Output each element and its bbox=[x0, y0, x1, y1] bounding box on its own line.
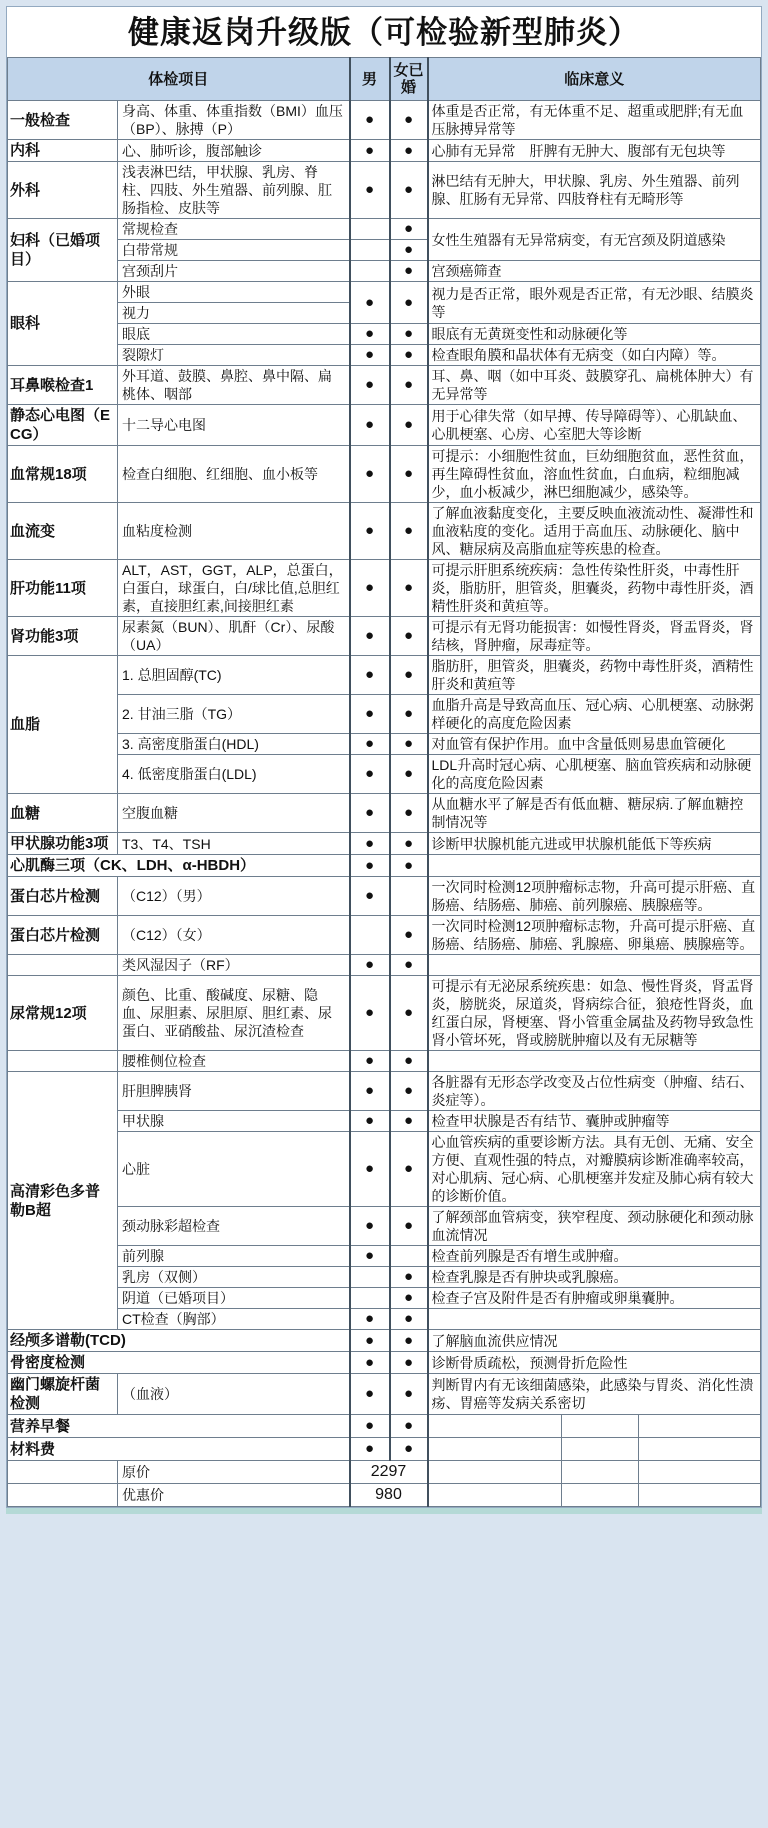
item-cell: 3. 高密度脂蛋白(HDL) bbox=[118, 734, 350, 755]
meaning-cell: 检查眼角膜和晶状体有无病变（如白内障）等。 bbox=[428, 345, 761, 366]
female-dot-cell: ● bbox=[390, 855, 428, 877]
female-dot-cell: ● bbox=[390, 405, 428, 446]
female-dot-cell: ● bbox=[390, 1438, 428, 1461]
meaning-cell bbox=[428, 855, 761, 877]
female-dot-cell: ● bbox=[390, 1288, 428, 1309]
male-dot-cell: ● bbox=[350, 734, 390, 755]
female-dot-cell bbox=[390, 1246, 428, 1267]
table-row bbox=[8, 261, 761, 282]
table-row bbox=[8, 755, 761, 794]
category-cell: 蛋白芯片检测 bbox=[8, 916, 118, 955]
female-dot-cell: ● bbox=[390, 324, 428, 345]
meaning-cell: 心血管疾病的重要诊断方法。具有无创、无痛、安全方便、直观性强的特点，对瓣膜病诊断准确率较高，对心肌病、冠心病、心肌梗塞并发症及肺心病有较大的诊断价值。 bbox=[428, 1132, 761, 1207]
table-row bbox=[8, 855, 761, 877]
item-cell: 阴道（已婚项目） bbox=[118, 1288, 350, 1309]
item-cell: 乳房（双侧） bbox=[118, 1267, 350, 1288]
female-dot-cell: ● bbox=[390, 1207, 428, 1246]
empty-subcell bbox=[429, 1438, 562, 1460]
female-dot-cell: ● bbox=[390, 162, 428, 219]
male-dot-cell bbox=[350, 1288, 390, 1309]
female-dot-cell: ● bbox=[390, 833, 428, 855]
header-meaning: 临床意义 bbox=[428, 58, 761, 101]
male-dot-cell: ● bbox=[350, 955, 390, 976]
female-dot-cell: ● bbox=[390, 955, 428, 976]
male-dot-cell: ● bbox=[350, 1374, 390, 1415]
category-cell: 肝功能11项 bbox=[8, 560, 118, 617]
item-cell: 血粘度检测 bbox=[118, 503, 350, 560]
item-cell: CT检查（胸部） bbox=[118, 1309, 350, 1330]
table-row bbox=[8, 219, 761, 240]
table-row bbox=[8, 282, 761, 303]
category-cell: 血脂 bbox=[8, 656, 118, 794]
category-cell: 经颅多谱勒(TCD) bbox=[8, 1330, 350, 1352]
meaning-cell: 耳、鼻、咽（如中耳炎、鼓膜穿孔、扁桃体肿大）有无异常等 bbox=[428, 366, 761, 405]
male-dot-cell: ● bbox=[350, 877, 390, 916]
price-value-cell: 2297 bbox=[350, 1461, 428, 1484]
empty-subcell bbox=[561, 1415, 638, 1437]
category-cell: 肾功能3项 bbox=[8, 617, 118, 656]
meaning-cell: 可提示有无泌尿系统疾患：如急、慢性肾炎，肾盂肾炎，膀胱炎，尿道炎，肾病综合征，狼疮性肾炎，血红蛋白尿，肾梗塞、肾小管重金属盐及药物导致急性肾小管坏死，肾或膀胱肿瘤以及有无尿糖等 bbox=[428, 976, 761, 1051]
female-dot-cell: ● bbox=[390, 1111, 428, 1132]
female-dot-cell: ● bbox=[390, 1072, 428, 1111]
meaning-cell: 可提示有无肾功能损害：如慢性肾炎，肾盂肾炎，肾结核，肾肿瘤，尿毒症等。 bbox=[428, 617, 761, 656]
item-cell: 裂隙灯 bbox=[118, 345, 350, 366]
male-dot-cell: ● bbox=[350, 833, 390, 855]
male-dot-cell bbox=[350, 916, 390, 955]
category-cell: 尿常规12项 bbox=[8, 976, 118, 1051]
female-dot-cell: ● bbox=[390, 755, 428, 794]
table-row bbox=[8, 976, 761, 1051]
table-header bbox=[8, 58, 761, 101]
item-cell: 身高、体重、体重指数（BMI）血压（BP）、脉搏（P） bbox=[118, 101, 350, 140]
header-female: 女已婚 bbox=[390, 58, 428, 101]
item-cell: 常规检查 bbox=[118, 219, 350, 240]
meaning-cell: 检查子宫及附件是否有肿瘤或卵巢囊肿。 bbox=[428, 1288, 761, 1309]
price-value-cell: 980 bbox=[350, 1484, 428, 1507]
table-row bbox=[8, 101, 761, 140]
table-body bbox=[8, 101, 761, 1507]
empty-subcell bbox=[638, 1438, 760, 1460]
table-row bbox=[8, 366, 761, 405]
category-cell: 心肌酶三项（CK、LDH、α-HBDH） bbox=[8, 855, 350, 877]
table-row bbox=[8, 1051, 761, 1072]
meaning-cell: 一次同时检测12项肿瘤标志物，升高可提示肝癌、直肠癌、结肠癌、肺癌、前列腺癌、胰腺癌等。 bbox=[428, 877, 761, 916]
female-dot-cell: ● bbox=[390, 560, 428, 617]
category-cell bbox=[8, 955, 118, 976]
meaning-cell: 心肺有无异常 肝脾有无肿大、腹部有无包块等 bbox=[428, 140, 761, 162]
female-dot-cell: ● bbox=[390, 503, 428, 560]
male-dot-cell: ● bbox=[350, 617, 390, 656]
category-cell: 静态心电图（ECG） bbox=[8, 405, 118, 446]
female-dot-cell: ● bbox=[390, 656, 428, 695]
male-dot-cell: ● bbox=[350, 1438, 390, 1461]
item-cell: 原价 bbox=[118, 1461, 350, 1484]
category-cell: 外科 bbox=[8, 162, 118, 219]
table-row bbox=[8, 162, 761, 219]
table-row bbox=[8, 1461, 761, 1484]
table-row bbox=[8, 324, 761, 345]
male-dot-cell bbox=[350, 261, 390, 282]
item-cell: 2. 甘油三脂（TG） bbox=[118, 695, 350, 734]
table-row bbox=[8, 1438, 761, 1461]
meaning-cell: 用于心律失常（如早搏、传导障碍等）、心肌缺血、心肌梗塞、心房、心室肥大等诊断 bbox=[428, 405, 761, 446]
meaning-cell: 一次同时检测12项肿瘤标志物，升高可提示肝癌、直肠癌、结肠癌、肺癌、乳腺癌、卵巢癌、胰腺癌等。 bbox=[428, 916, 761, 955]
male-dot-cell bbox=[350, 219, 390, 240]
female-dot-cell: ● bbox=[390, 345, 428, 366]
meaning-cell: 诊断甲状腺机能亢进或甲状腺机能低下等疾病 bbox=[428, 833, 761, 855]
split-empty-cells bbox=[429, 1484, 760, 1506]
table-row bbox=[8, 617, 761, 656]
table-row bbox=[8, 734, 761, 755]
page-title: 健康返岗升级版（可检验新型肺炎） bbox=[128, 15, 640, 50]
item-cell: 腰椎侧位检查 bbox=[118, 1051, 350, 1072]
female-dot-cell: ● bbox=[390, 366, 428, 405]
male-dot-cell: ● bbox=[350, 405, 390, 446]
meaning-cell bbox=[428, 955, 761, 976]
female-dot-cell: ● bbox=[390, 446, 428, 503]
male-dot-cell: ● bbox=[350, 976, 390, 1051]
male-dot-cell: ● bbox=[350, 1309, 390, 1330]
female-dot-cell: ● bbox=[390, 794, 428, 833]
meaning-cell: 脂肪肝，胆管炎，胆囊炎，药物中毒性肝炎，酒精性肝炎和黄疸等 bbox=[428, 656, 761, 695]
table-row bbox=[8, 405, 761, 446]
item-cell: 白带常规 bbox=[118, 240, 350, 261]
table-row bbox=[8, 1415, 761, 1438]
table-row bbox=[8, 345, 761, 366]
female-dot-cell: ● bbox=[390, 1330, 428, 1352]
category-cell: 蛋白芯片检测 bbox=[8, 877, 118, 916]
table-row bbox=[8, 1330, 761, 1352]
female-dot-cell: ● bbox=[390, 1051, 428, 1072]
meaning-cell: 对血管有保护作用。血中含量低则易患血管硬化 bbox=[428, 734, 761, 755]
female-dot-cell: ● bbox=[390, 282, 428, 324]
table-row bbox=[8, 955, 761, 976]
female-dot-cell: ● bbox=[390, 617, 428, 656]
meaning-cell: 可提示肝胆系统疾病：急性传染性肝炎，中毒性肝炎，脂肪肝，胆管炎，胆囊炎，药物中毒性肝炎，酒精性肝炎和黄疸等。 bbox=[428, 560, 761, 617]
male-dot-cell: ● bbox=[350, 1352, 390, 1374]
female-dot-cell: ● bbox=[390, 140, 428, 162]
item-cell: 类风湿因子（RF） bbox=[118, 955, 350, 976]
male-dot-cell: ● bbox=[350, 162, 390, 219]
male-dot-cell: ● bbox=[350, 1330, 390, 1352]
category-cell: 血糖 bbox=[8, 794, 118, 833]
category-cell bbox=[8, 1484, 118, 1507]
meaning-cell: 可提示：小细胞性贫血，巨幼细胞贫血，恶性贫血，再生障碍性贫血，溶血性贫血，白血病，粒细胞减少，血小板减少，淋巴细胞减少，感染等。 bbox=[428, 446, 761, 503]
table-row bbox=[8, 1309, 761, 1330]
meaning-cell: 了解血液黏度变化，主要反映血液流动性、凝滞性和血液粘度的变化。适用于高血压、动脉硬化、脑中风、糖尿病及高脂血症等疾患的检查。 bbox=[428, 503, 761, 560]
category-cell: 材料费 bbox=[8, 1438, 350, 1461]
table-row bbox=[8, 656, 761, 695]
item-cell: （C12）（男） bbox=[118, 877, 350, 916]
item-cell: T3、T4、TSH bbox=[118, 833, 350, 855]
female-dot-cell: ● bbox=[390, 734, 428, 755]
exam-package-table bbox=[7, 57, 761, 1507]
male-dot-cell: ● bbox=[350, 282, 390, 324]
female-dot-cell: ● bbox=[390, 1309, 428, 1330]
category-cell: 内科 bbox=[8, 140, 118, 162]
table-row bbox=[8, 1072, 761, 1111]
meaning-cell bbox=[428, 1051, 761, 1072]
table-row bbox=[8, 794, 761, 833]
category-cell: 高清彩色多普勒B超 bbox=[8, 1072, 118, 1330]
meaning-cell: 诊断骨质疏松，预测骨折危险性 bbox=[428, 1352, 761, 1374]
category-cell: 耳鼻喉检查1 bbox=[8, 366, 118, 405]
empty-subcell bbox=[561, 1461, 638, 1483]
male-dot-cell bbox=[350, 1267, 390, 1288]
empty-subcell bbox=[638, 1484, 760, 1506]
item-cell: 眼底 bbox=[118, 324, 350, 345]
table-row bbox=[8, 1246, 761, 1267]
item-cell: 浅表淋巴结，甲状腺、乳房、脊柱、四肢、外生殖器、前列腺、肛肠指检、皮肤等 bbox=[118, 162, 350, 219]
male-dot-cell: ● bbox=[350, 656, 390, 695]
male-dot-cell: ● bbox=[350, 1111, 390, 1132]
empty-subcell bbox=[429, 1461, 562, 1483]
meaning-cell: 淋巴结有无肿大，甲状腺、乳房、外生殖器、前列腺、肛肠有无异常、四肢脊柱有无畸形等 bbox=[428, 162, 761, 219]
split-empty-cells bbox=[429, 1461, 760, 1483]
category-cell: 营养早餐 bbox=[8, 1415, 350, 1438]
female-dot-cell: ● bbox=[390, 1267, 428, 1288]
female-dot-cell: ● bbox=[390, 916, 428, 955]
header-items: 体检项目 bbox=[8, 58, 350, 101]
male-dot-cell: ● bbox=[350, 1415, 390, 1438]
table-row bbox=[8, 560, 761, 617]
female-dot-cell: ● bbox=[390, 1374, 428, 1415]
table-row bbox=[8, 1374, 761, 1415]
table-row bbox=[8, 1132, 761, 1207]
male-dot-cell: ● bbox=[350, 446, 390, 503]
item-cell: 1. 总胆固醇(TC) bbox=[118, 656, 350, 695]
category-cell: 骨密度检测 bbox=[8, 1352, 350, 1374]
male-dot-cell: ● bbox=[350, 1132, 390, 1207]
table-row bbox=[8, 877, 761, 916]
category-cell: 血流变 bbox=[8, 503, 118, 560]
meaning-cell: 判断胃内有无该细菌感染，此感染与胃炎、消化性溃疡、胃癌等发病关系密切 bbox=[428, 1374, 761, 1415]
header-male: 男 bbox=[350, 58, 390, 101]
category-cell: 甲状腺功能3项 bbox=[8, 833, 118, 855]
male-dot-cell: ● bbox=[350, 503, 390, 560]
female-dot-cell: ● bbox=[390, 1415, 428, 1438]
meaning-cell: 检查甲状腺是否有结节、囊肿或肿瘤等 bbox=[428, 1111, 761, 1132]
empty-split-cell bbox=[428, 1415, 761, 1438]
table-row bbox=[8, 916, 761, 955]
empty-split-cell bbox=[428, 1438, 761, 1461]
male-dot-cell: ● bbox=[350, 324, 390, 345]
male-dot-cell: ● bbox=[350, 345, 390, 366]
table-row bbox=[8, 833, 761, 855]
male-dot-cell bbox=[350, 240, 390, 261]
meaning-cell: 各脏器有无形态学改变及占位性病变（肿瘤、结石、炎症等）。 bbox=[428, 1072, 761, 1111]
exam-package-sheet bbox=[6, 6, 762, 1508]
male-dot-cell: ● bbox=[350, 794, 390, 833]
item-cell: 空腹血糖 bbox=[118, 794, 350, 833]
empty-subcell bbox=[561, 1484, 638, 1506]
female-dot-cell: ● bbox=[390, 101, 428, 140]
empty-subcell bbox=[638, 1415, 760, 1437]
meaning-cell: 检查乳腺是否有肿块或乳腺癌。 bbox=[428, 1267, 761, 1288]
table-row bbox=[8, 1111, 761, 1132]
table-row bbox=[8, 1267, 761, 1288]
meaning-cell: 了解颈部血管病变，狭窄程度、颈动脉硬化和颈动脉血流情况 bbox=[428, 1207, 761, 1246]
meaning-cell: 了解脑血流供应情况 bbox=[428, 1330, 761, 1352]
category-cell bbox=[8, 1051, 118, 1072]
category-cell bbox=[8, 1461, 118, 1484]
item-cell: 心脏 bbox=[118, 1132, 350, 1207]
category-cell: 幽门螺旋杆菌检测 bbox=[8, 1374, 118, 1415]
item-cell: 十二导心电图 bbox=[118, 405, 350, 446]
male-dot-cell: ● bbox=[350, 695, 390, 734]
item-cell: 心、肺听诊，腹部触诊 bbox=[118, 140, 350, 162]
meaning-cell: 检查前列腺是否有增生或肿瘤。 bbox=[428, 1246, 761, 1267]
item-cell: 尿素氮（BUN）、肌酐（Cr）、尿酸（UA） bbox=[118, 617, 350, 656]
item-cell: 检查白细胞、红细胞、血小板等 bbox=[118, 446, 350, 503]
male-dot-cell: ● bbox=[350, 1246, 390, 1267]
male-dot-cell: ● bbox=[350, 755, 390, 794]
empty-subcell bbox=[429, 1415, 562, 1437]
item-cell: 优惠价 bbox=[118, 1484, 350, 1507]
item-cell: 颜色、比重、酸碱度、尿糖、隐血、尿胆素、尿胆原、胆红素、尿蛋白、亚硝酸盐、尿沉渣检查 bbox=[118, 976, 350, 1051]
meaning-cell: 血脂升高是导致高血压、冠心病、心肌梗塞、动脉粥样硬化的高度危险因素 bbox=[428, 695, 761, 734]
meaning-cell: 体重是否正常，有无体重不足、超重或肥胖;有无血压脉搏异常等 bbox=[428, 101, 761, 140]
category-cell: 一般检查 bbox=[8, 101, 118, 140]
item-cell: 外眼 bbox=[118, 282, 350, 303]
category-cell: 血常规18项 bbox=[8, 446, 118, 503]
male-dot-cell: ● bbox=[350, 1051, 390, 1072]
item-cell: 视力 bbox=[118, 303, 350, 324]
table-row bbox=[8, 1484, 761, 1507]
header-row bbox=[8, 58, 761, 101]
bottom-accent-strip bbox=[6, 1508, 762, 1514]
empty-split-cell bbox=[428, 1461, 761, 1484]
item-cell: 前列腺 bbox=[118, 1246, 350, 1267]
female-dot-cell: ● bbox=[390, 261, 428, 282]
female-dot-cell: ● bbox=[390, 219, 428, 240]
item-cell: 肝胆脾胰肾 bbox=[118, 1072, 350, 1111]
item-cell: （血液） bbox=[118, 1374, 350, 1415]
male-dot-cell: ● bbox=[350, 101, 390, 140]
male-dot-cell: ● bbox=[350, 855, 390, 877]
female-dot-cell: ● bbox=[390, 240, 428, 261]
female-dot-cell: ● bbox=[390, 1352, 428, 1374]
meaning-cell: 眼底有无黄斑变性和动脉硬化等 bbox=[428, 324, 761, 345]
male-dot-cell: ● bbox=[350, 1072, 390, 1111]
female-dot-cell: ● bbox=[390, 976, 428, 1051]
table-row bbox=[8, 1352, 761, 1374]
male-dot-cell: ● bbox=[350, 1207, 390, 1246]
male-dot-cell: ● bbox=[350, 560, 390, 617]
item-cell: 甲状腺 bbox=[118, 1111, 350, 1132]
meaning-cell: 视力是否正常，眼外观是否正常，有无沙眼、结膜炎等 bbox=[428, 282, 761, 324]
female-dot-cell bbox=[390, 877, 428, 916]
table-row bbox=[8, 446, 761, 503]
meaning-cell: 从血糖水平了解是否有低血糖、糖尿病.了解血糖控制情况等 bbox=[428, 794, 761, 833]
male-dot-cell: ● bbox=[350, 366, 390, 405]
meaning-cell: LDL升高时冠心病、心肌梗塞、脑血管疾病和动脉硬化的高度危险因素 bbox=[428, 755, 761, 794]
category-cell: 眼科 bbox=[8, 282, 118, 366]
meaning-cell: 女性生殖器有无异常病变，有无宫颈及阴道感染 bbox=[428, 219, 761, 261]
table-row bbox=[8, 1288, 761, 1309]
male-dot-cell: ● bbox=[350, 140, 390, 162]
category-cell: 妇科（已婚项目） bbox=[8, 219, 118, 282]
table-row bbox=[8, 503, 761, 560]
meaning-cell: 宫颈癌筛查 bbox=[428, 261, 761, 282]
item-cell: ALT，AST，GGT，ALP，总蛋白，白蛋白，球蛋白，白/球比值,总胆红素，直接胆红素,间接胆红素 bbox=[118, 560, 350, 617]
table-row bbox=[8, 1207, 761, 1246]
item-cell: 外耳道、鼓膜、鼻腔、鼻中隔、扁桃体、咽部 bbox=[118, 366, 350, 405]
female-dot-cell: ● bbox=[390, 695, 428, 734]
table-row bbox=[8, 140, 761, 162]
item-cell: （C12）（女） bbox=[118, 916, 350, 955]
split-empty-cells bbox=[429, 1415, 760, 1437]
empty-subcell bbox=[638, 1461, 760, 1483]
empty-subcell bbox=[429, 1484, 562, 1506]
empty-split-cell bbox=[428, 1484, 761, 1507]
female-dot-cell: ● bbox=[390, 1132, 428, 1207]
item-cell: 4. 低密度脂蛋白(LDL) bbox=[118, 755, 350, 794]
split-empty-cells bbox=[429, 1438, 760, 1460]
item-cell: 颈动脉彩超检查 bbox=[118, 1207, 350, 1246]
table-row bbox=[8, 695, 761, 734]
item-cell: 宫颈刮片 bbox=[118, 261, 350, 282]
empty-subcell bbox=[561, 1438, 638, 1460]
meaning-cell bbox=[428, 1309, 761, 1330]
